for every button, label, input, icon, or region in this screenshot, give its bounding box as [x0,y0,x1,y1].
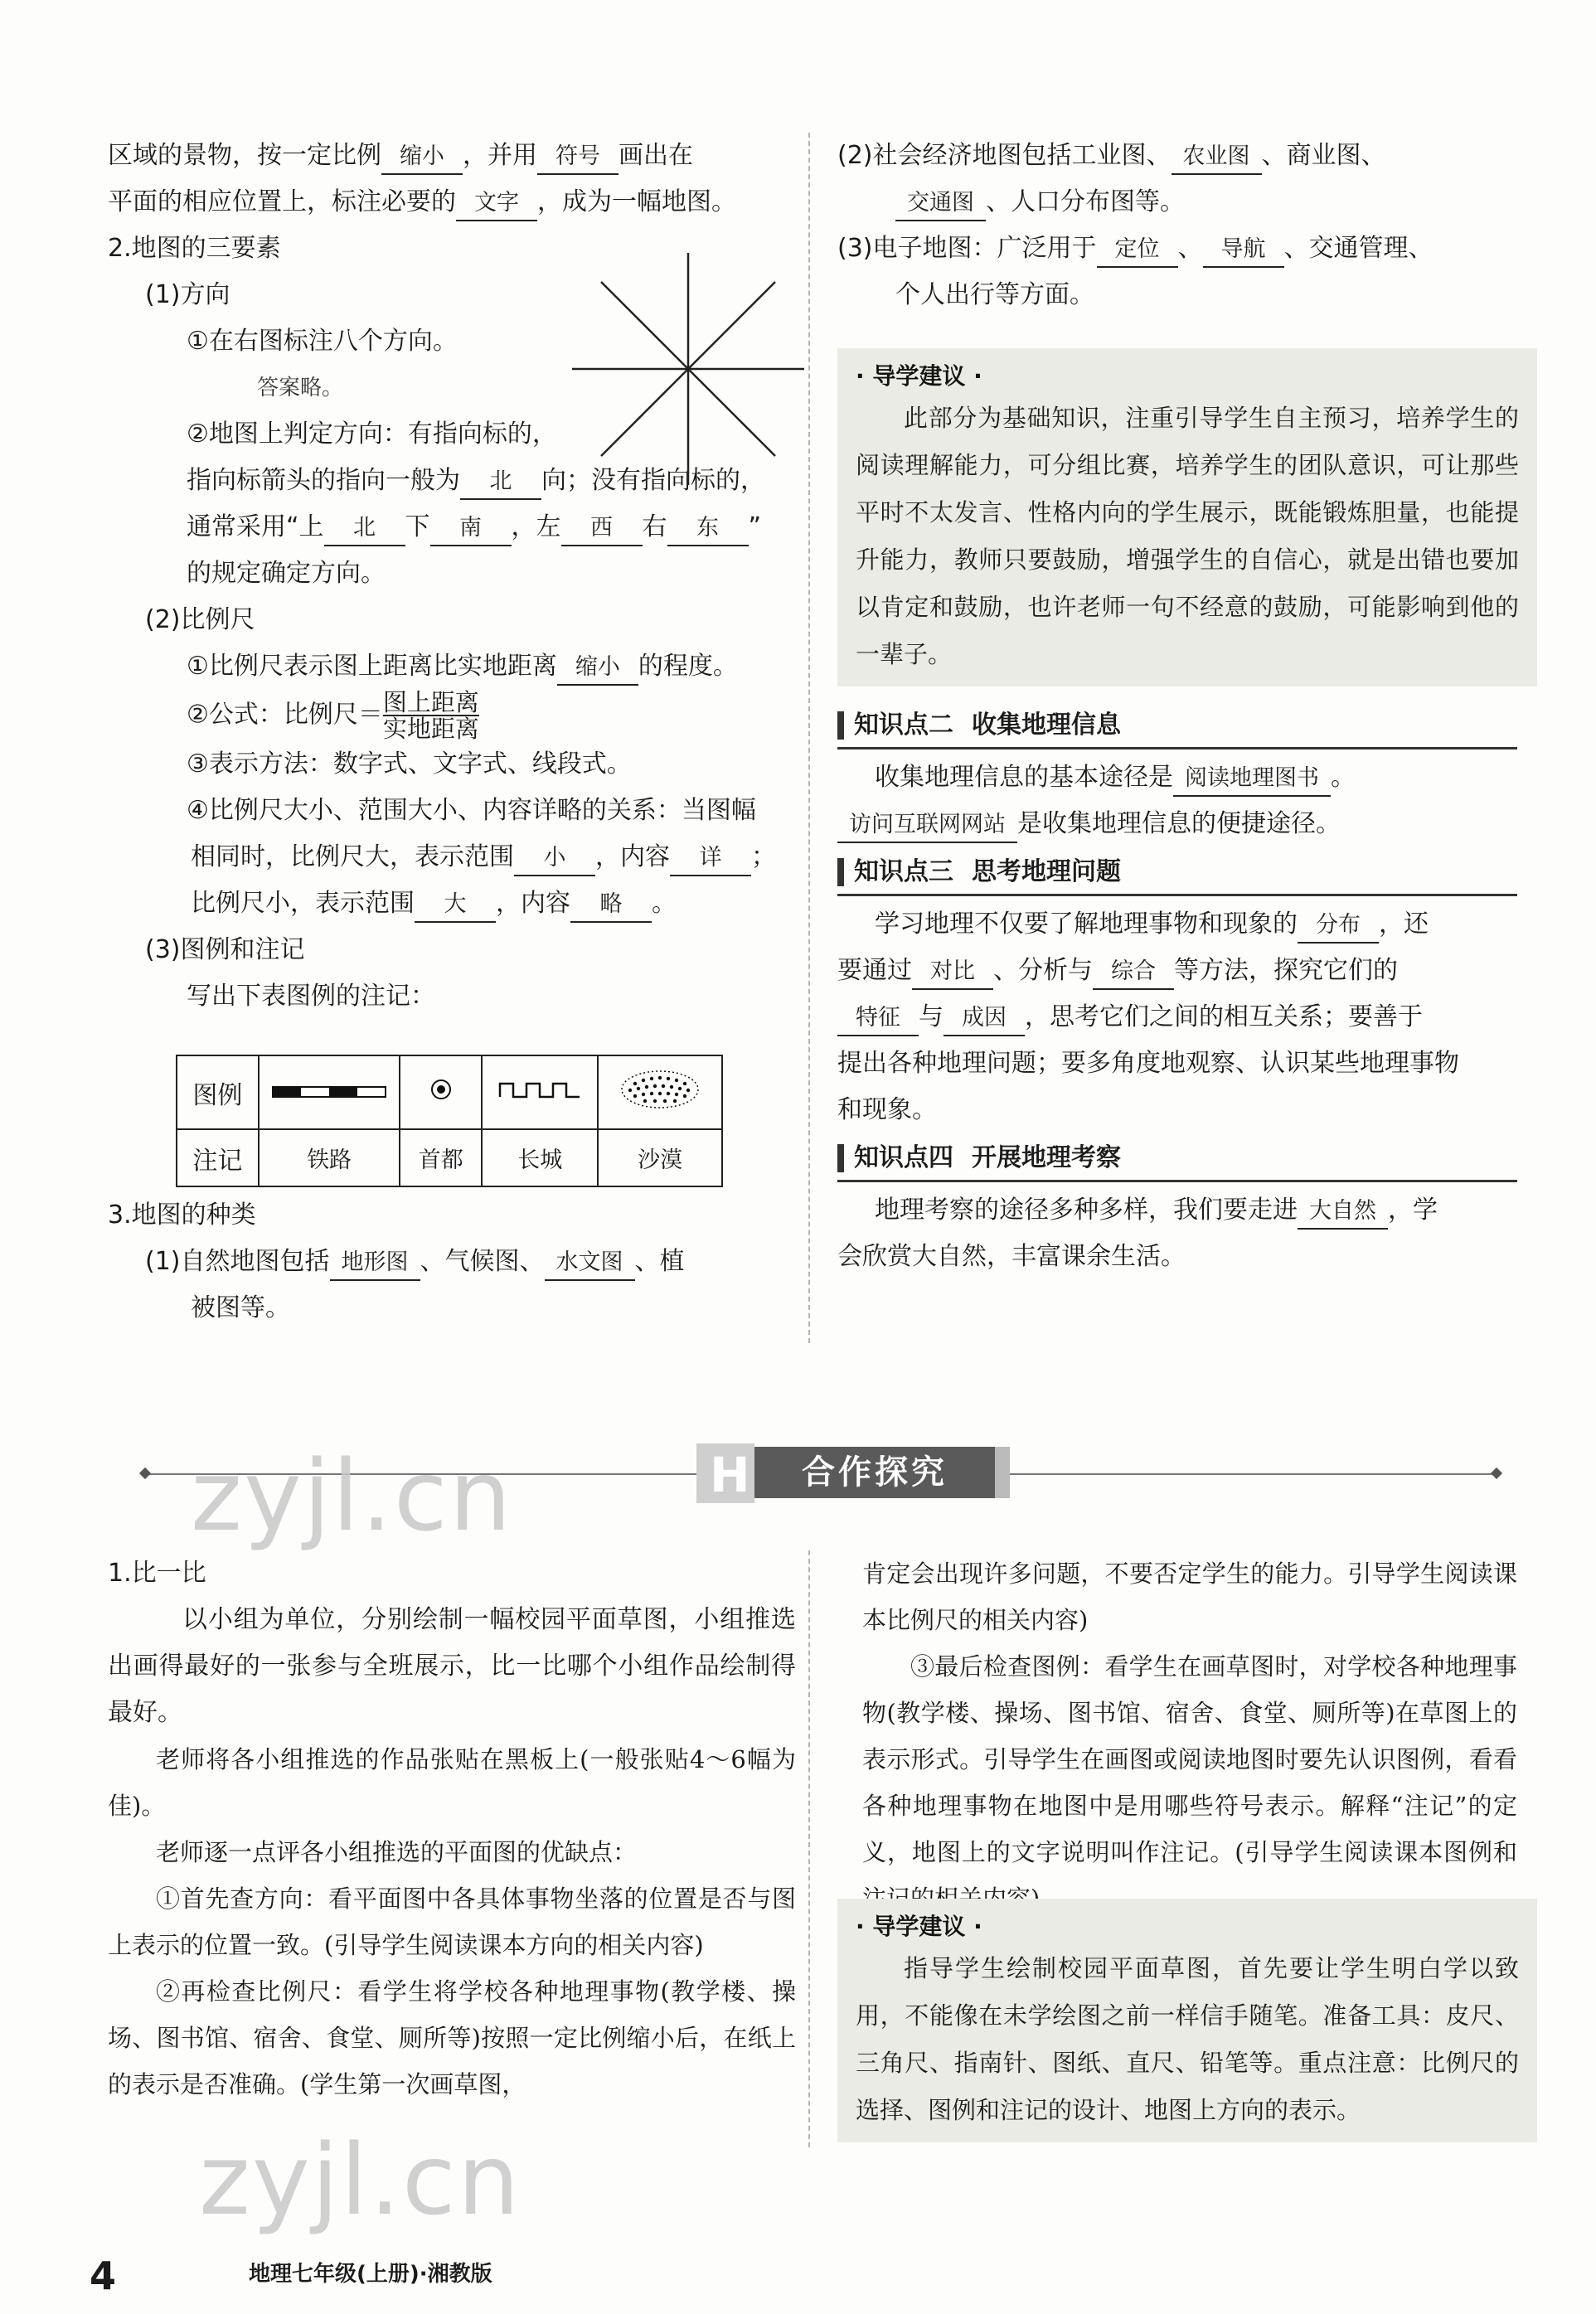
knowledge-points [837,701,1517,1280]
answer-blank: 缩小 [557,651,638,686]
text: 平面的相应位置上，标注必要的 [108,187,456,216]
text: 、 [1177,234,1203,263]
heading-bar [837,711,844,740]
text: ，左 [511,512,561,541]
answer-blank: 略 [570,888,652,923]
knowledge-point-2-heading [837,704,1517,750]
activity-paragraph-4: ①首先查方向：看平面图中各具体事物坐落的位置是否与图上表示的位置一致。(引导学生阅读课本方向的相关内容) [108,1885,796,1959]
scale-item-4c [108,880,796,927]
railway-icon [271,1084,387,1100]
knowledge-point-4-heading [837,1137,1517,1182]
kp3-line-3 [837,994,1517,1041]
kp2-line-1 [837,754,1517,801]
kp3-line-2 [837,948,1517,994]
heading-bar [837,858,844,886]
text: 。 [652,889,677,918]
answer-blank: 符号 [537,140,619,175]
text: 比例尺小，表示范围 [191,889,415,918]
answer-blank: 西 [561,512,643,546]
text: 地理考察的途径多种多样，我们要走进 [875,1196,1298,1225]
left-line-1 [108,133,796,179]
direction-item-2c [108,504,796,551]
kp3-line-4: 提出各种地理问题；要多角度地观察、认识某些地理事物 [837,1049,1459,1078]
text: 与 [919,1002,944,1031]
map-types-left [108,1192,796,1332]
desert-symbol [598,1055,722,1129]
answer-blank: 北 [324,512,405,546]
answer-blank: 阅读地理图书 [1173,762,1331,797]
scale-title: (2)比例尺 [145,605,255,634]
scale-item-1 [108,643,796,690]
watermark: zyjl.cn [191,1438,513,1553]
right-line-4: 个人出行等方面。 [895,280,1094,309]
text: 区域的景物，按一定比例 [108,141,381,170]
answer-blank: 大 [415,888,496,923]
answer-blank: 农业图 [1172,140,1262,175]
text: 是收集地理信息的便捷途径。 [1017,809,1341,838]
knowledge-point-3-heading [837,851,1517,896]
kp-tag: 知识点二 [854,711,953,740]
text: 相同时，比例尺大，表示范围 [191,842,514,871]
answer-blank: 定位 [1097,233,1178,268]
legend-prompt: 写出下表图例的注记： [187,982,435,1011]
kp-title: 思考地理问题 [972,857,1121,886]
kp3-line-1 [837,901,1517,948]
answer-blank: 成因 [944,1002,1025,1036]
text: 、商业图、 [1261,141,1386,170]
column-divider-upper [808,133,810,1343]
text: ，思考它们之间的相互关系；要善于 [1025,1002,1423,1031]
legend-note: 铁路 [259,1129,400,1186]
guide-tip-heading: · 导学建议 · [856,362,982,390]
great-wall-icon [498,1077,581,1102]
great-wall-symbol [482,1055,598,1129]
activity-heading: 1.比一比 [108,1559,206,1588]
text: ①比例尺表示图上距离比实地距离 [187,652,557,681]
right-line-2 [837,179,1517,226]
guide-tip-box-1 [837,348,1537,686]
page-number: 4 [90,2253,117,2298]
guide-tip-body: 指导学生绘制校园平面草图，首先要让学生明白学以致用，不能像在未学绘图之前一样信手随笔。准备工具：皮尺、三角尺、指南针、图纸、直尺、铅笔等。重点注意：比例尺的选择、图例和注记的设计、地图上方向的表示。 [856,1954,1519,2124]
left-line-2 [108,179,796,226]
text: ②公式：比例尺＝ [187,700,383,730]
answer-blank: 地形图 [330,1246,420,1281]
kp-title: 开展地理考察 [972,1143,1121,1172]
capital-symbol [400,1055,482,1129]
direction-item-2d: 的规定确定方向。 [187,559,386,588]
text: 等方法，探究它们的 [1174,956,1398,985]
text: 要通过 [837,956,912,985]
text: 的程度。 [638,652,738,681]
kp-tag: 知识点三 [854,857,953,886]
answer-blank: 交通图 [895,187,986,221]
legend-row-label: 注记 [177,1129,259,1186]
lower-left-column [108,1550,796,2108]
text: ，成为一幅地图。 [537,187,736,216]
direction-answer: 答案略。 [257,376,344,400]
activity-paragraph-3: 老师逐一点评各小组推选的平面图的优缺点： [156,1838,638,1866]
kp3-line-5: 和现象。 [837,1095,937,1124]
scale-formula [108,690,796,741]
text: 右 [642,512,667,541]
text: (1)自然地图包括 [145,1247,330,1276]
legend-note: 长城 [482,1129,598,1186]
answer-blank: 南 [430,512,512,546]
direction-item-2: ②地图上判定方向：有指向标的， [187,420,557,449]
answer-blank: 综合 [1093,955,1174,990]
eight-direction-diagram [572,253,804,485]
lower-right-column [862,1550,1517,1922]
legend-row-notes [177,1129,722,1186]
answer-blank: 水文图 [545,1246,635,1281]
text: ； [751,842,776,871]
fraction [383,690,479,741]
text: (3)电子地图：广泛用于 [837,234,1097,263]
banner-diamond-icon [139,1467,151,1479]
scale-item-3: ③表示方法：数字式、文字式、线段式。 [187,750,632,779]
text: 向；没有指向标的， [541,466,765,495]
text: ，并用 [463,141,537,170]
legend-title: (3)图例和注记 [145,935,305,964]
guide-tip-body: 此部分为基础知识，注重引导学生自主预习，培养学生的阅读理解能力，可分组比赛，培养学生的团队意识，可让那些平时不太发言、性格内向的学生展示，既能锻炼胆量，也能提升能力，教师只要鼓励，增强学生的自信心，就是出错也要加以肯定和鼓励，也许老师一句不经意的鼓励，可能影响到他的一辈子。 [856,404,1519,668]
text: 。 [1331,763,1356,792]
text: 、交通管理、 [1283,234,1433,263]
answer-blank: 东 [667,512,749,546]
kp4-line-2: 会欣赏大自然，丰富课余生活。 [837,1242,1186,1271]
right-line-3 [837,226,1517,272]
answer-blank: 导航 [1203,233,1284,268]
text: 、分析与 [993,956,1093,985]
right-column [837,133,1517,318]
kp2-line-2 [837,801,1517,847]
map-types-1 [108,1239,796,1285]
right-line-1 [837,133,1517,179]
scale-item-4b [108,834,796,880]
answer-blank: 分布 [1298,909,1379,944]
column-divider-lower [808,1550,810,2147]
answer-blank: 文字 [456,187,537,221]
fraction-denominator: 实地距离 [382,715,479,743]
text: 通常采用“上 [187,512,324,541]
map-types-1b: 被图等。 [191,1293,290,1322]
text: ” [748,512,762,541]
banner-h-icon [696,1443,754,1503]
text: ，还 [1379,910,1429,939]
legend-row-symbols [177,1055,722,1129]
guide-tip-box-2 [837,1899,1537,2142]
text: 、人口分布图等。 [986,187,1185,216]
text: 学习地理不仅要了解地理事物和现象的 [875,910,1298,939]
footer-book-title: 地理七年级(上册)·湘教版 [249,2262,492,2287]
text: 、气候图、 [420,1247,545,1276]
railway-symbol [259,1055,400,1129]
activity-paragraph-5: ②再检查比例尺：看学生将学校各种地理事物(教学楼、操场、图书馆、宿舍、食堂、厕所等)按照一定比例缩小后，在纸上的表示是否准确。(学生第一次画草图， [108,1977,796,2098]
legend-note: 沙漠 [598,1129,722,1186]
answer-blank: 详 [670,842,751,876]
legend-row-label: 图例 [177,1055,259,1129]
text: 、植 [634,1247,685,1276]
legend-note: 首都 [400,1129,482,1186]
activity-paragraph-6: 肯定会出现许多问题，不要否定学生的能力。引导学生阅读课本比例尺的相关内容) [862,1560,1517,1634]
scale-item-4a: ④比例尺大小、范围大小、内容详略的关系：当图幅 [187,796,756,825]
banner-tail [995,1447,1010,1498]
text: 指向标箭头的指向一般为 [187,466,460,495]
activity-paragraph-7: ③最后检查图例：看学生在画草图时，对学校各种地理事物(教学楼、操场、图书馆、宿舍、食堂、厕所等)在草图上的表示形式。引导学生在画图或阅读地图时要先认识图例，看看各种地理事物在地图中是用哪些符号表示。解释“注记”的定义，地图上的文字说明叫作注记。(引导学生阅读课本图例和 [862,1652,1517,1866]
heading-map-types: 3.地图的种类 [108,1201,256,1230]
section-title: 合作探究 [754,1447,995,1498]
answer-blank: 北 [460,465,541,500]
kp-title: 收集地理信息 [972,711,1121,740]
answer-blank: 访问互联网网站 [837,808,1017,843]
kp-tag: 知识点四 [854,1143,953,1172]
text: 收集地理信息的基本途径是 [875,763,1173,792]
answer-blank: 小 [514,842,595,876]
legend-table [176,1055,723,1187]
direction-item-1: ①在右图标注八个方向。 [187,327,458,356]
answer-blank: 缩小 [381,140,463,175]
guide-tip-heading: · 导学建议 · [856,1913,982,1940]
text: ，学 [1388,1196,1438,1225]
heading-map-elements: 2.地图的三要素 [108,234,281,263]
text: 画出在 [619,141,693,170]
activity-paragraph-2: 老师将各小组推选的作品张贴在黑板上(一般张贴4～6幅为佳)。 [108,1745,796,1820]
watermark: zyjl.cn [199,2122,521,2237]
text: (2)社会经济地图包括工业图、 [837,141,1172,170]
activity-paragraph-1: 以小组为单位，分别绘制一幅校园平面草图，小组推选出画得最好的一张参与全班展示，比一比哪个小组作品绘制得最好。 [108,1605,796,1727]
text: ，内容 [496,889,570,918]
banner-diamond-icon [1491,1467,1502,1479]
kp4-line-1 [837,1187,1517,1234]
heading-bar [837,1144,844,1172]
text: ，内容 [595,842,670,871]
text: 下 [405,512,430,541]
capital-icon [429,1077,454,1102]
answer-blank: 大自然 [1298,1195,1388,1230]
desert-icon [619,1069,701,1110]
answer-blank: 对比 [912,955,993,990]
fraction-numerator: 图上距离 [382,688,479,716]
answer-blank: 特征 [837,1002,919,1036]
direction-title: (1)方向 [145,280,230,309]
